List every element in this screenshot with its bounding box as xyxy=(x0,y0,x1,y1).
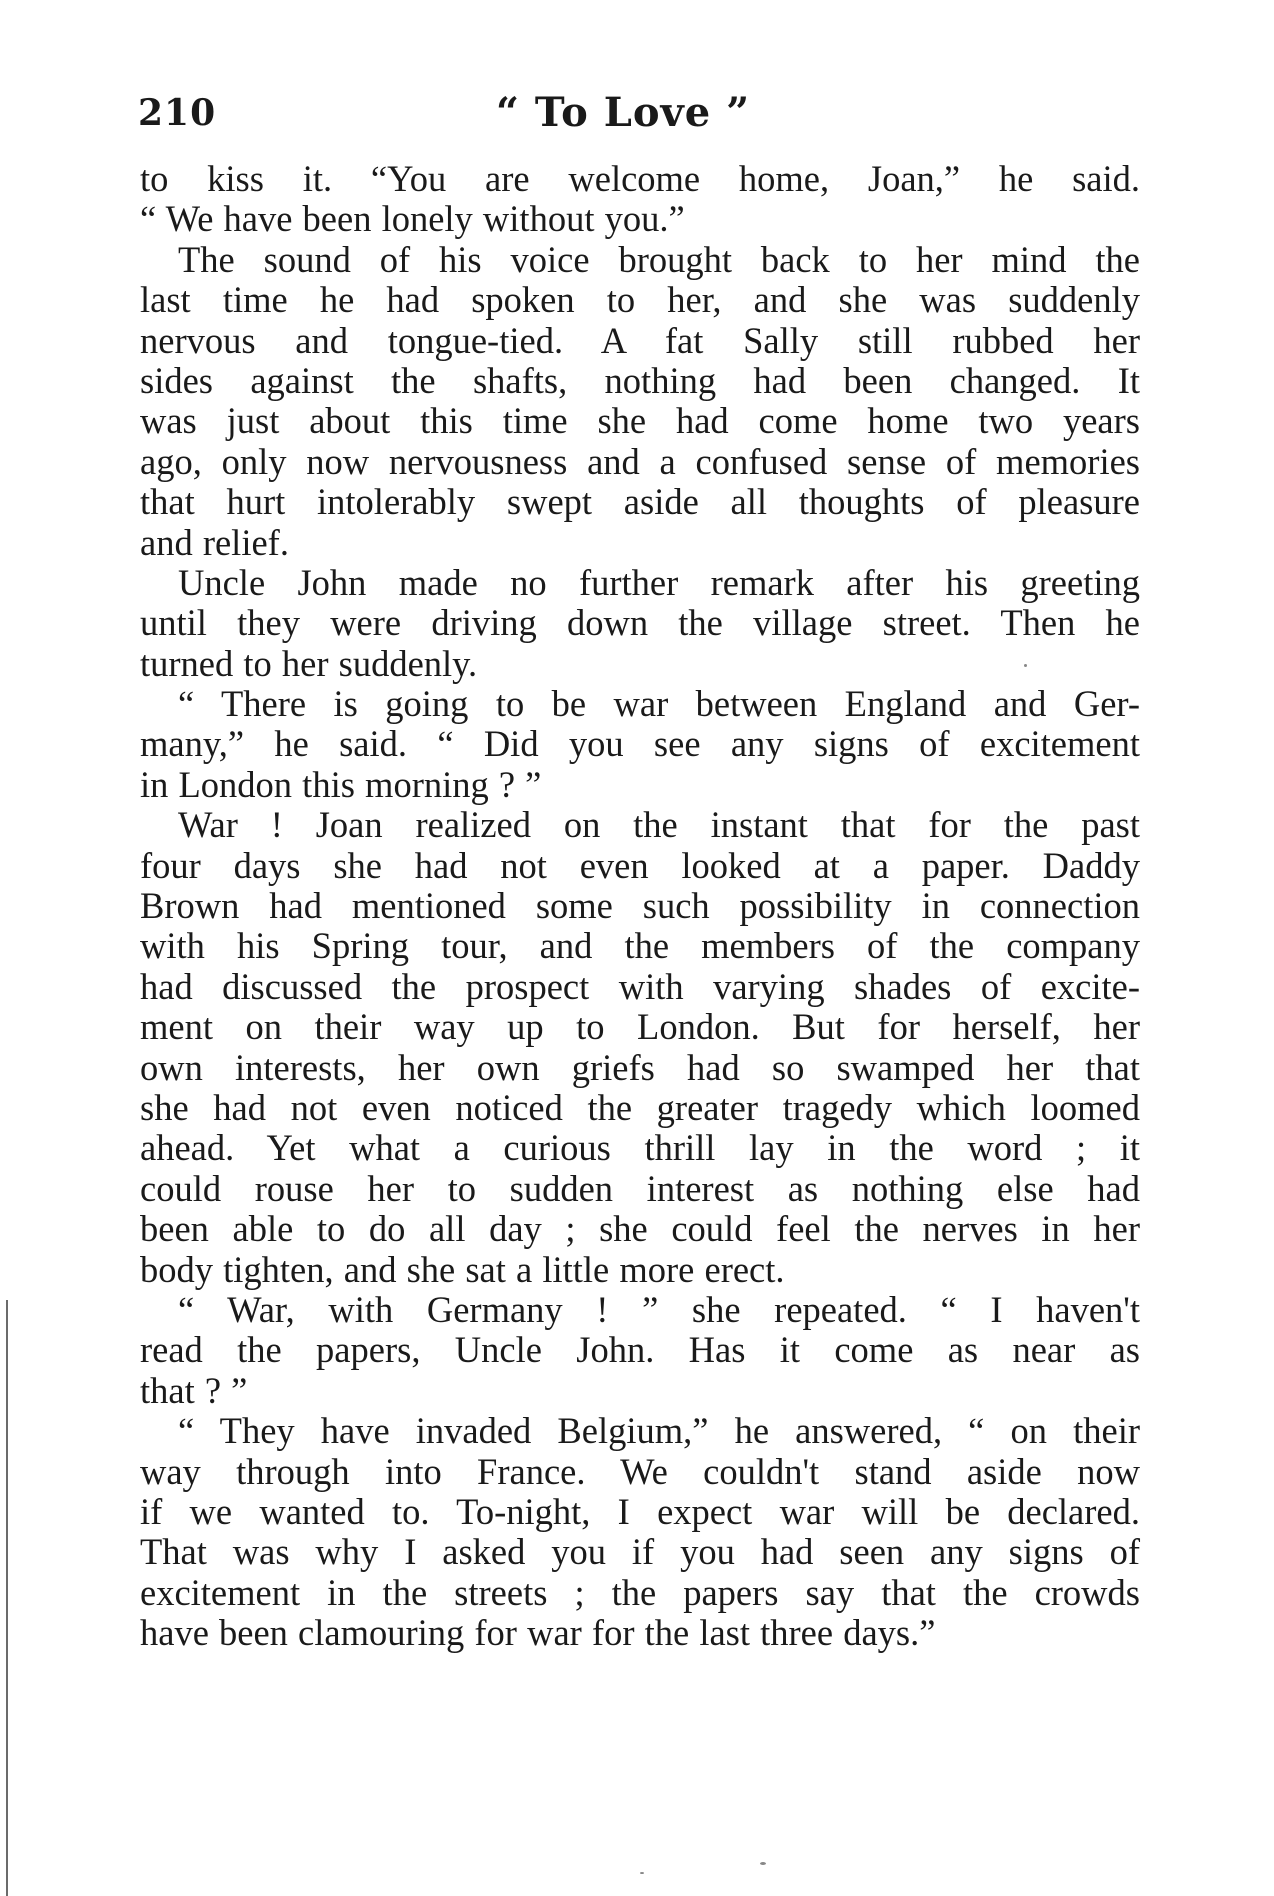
text-line: and relief. xyxy=(140,521,289,563)
text-line: body tighten, and she sat a little more erect. xyxy=(140,1248,785,1290)
text-line: turned to her suddenly. xyxy=(140,642,478,684)
text-line: nervous and tongue-tied. A fat Sally still rubbed her xyxy=(140,319,1140,361)
running-title: “ To Love ” xyxy=(496,89,751,136)
text-line: with his Spring tour, and the members of the company xyxy=(140,925,1140,967)
text-line: Uncle John made no further remark after his greeting xyxy=(178,561,1140,603)
text-line: excitement in the streets ; the papers say that the crowds xyxy=(140,1571,1140,1613)
text-line: until they were driving down the village street. Then he xyxy=(140,602,1140,644)
text-line: had discussed the prospect with varying shades of excite- xyxy=(140,965,1140,1007)
text-line: that ? ” xyxy=(140,1369,248,1411)
scan-speck xyxy=(1024,664,1027,667)
scan-speck xyxy=(760,1862,766,1865)
text-line: “ They have invaded Belgium,” he answered, “ on their xyxy=(178,1410,1140,1452)
text-line: have been clamouring for war for the last three days.” xyxy=(140,1612,936,1654)
text-line: many,” he said. “ Did you see any signs of excitement xyxy=(140,723,1140,765)
text-line: Brown had mentioned some such possibility in connection xyxy=(140,885,1140,927)
text-line: ago, only now nervousness and a confused sense of memories xyxy=(140,440,1140,482)
text-line: she had not even noticed the greater tragedy which loomed xyxy=(140,1086,1140,1128)
text-line: own interests, her own griefs had so swamped her that xyxy=(140,1046,1140,1088)
text-line: “ There is going to be war between England and Ger- xyxy=(178,683,1140,725)
body-text xyxy=(140,159,1140,1653)
text-line: last time he had spoken to her, and she was suddenly xyxy=(140,279,1140,321)
text-line: been able to do all day ; she could feel the nerves in her xyxy=(140,1208,1140,1250)
text-line: four days she had not even looked at a paper. Daddy xyxy=(140,844,1140,886)
text-line: in London this morning ? ” xyxy=(140,763,542,805)
page-number: 210 xyxy=(138,92,217,134)
text-line: read the papers, Uncle John. Has it come as near as xyxy=(140,1329,1140,1371)
text-line: was just about this time she had come home two years xyxy=(140,400,1140,442)
scan-speck xyxy=(640,1872,644,1874)
page-header xyxy=(138,88,1138,148)
text-line: “ We have been lonely without you.” xyxy=(140,198,685,240)
text-line: ment on their way up to London. But for herself, her xyxy=(140,1006,1140,1048)
text-line: if we wanted to. To-night, I expect war will be declared. xyxy=(140,1490,1140,1532)
text-line: that hurt intolerably swept aside all thoughts of pleasure xyxy=(140,481,1140,523)
text-line: ahead. Yet what a curious thrill lay in the word ; it xyxy=(140,1127,1140,1169)
text-line: to kiss it. “You are welcome home, Joan,” he said. xyxy=(140,158,1140,199)
text-line: way through into France. We couldn't stand aside now xyxy=(140,1450,1140,1492)
text-line: “ War, with Germany ! ” she repeated. “ I haven't xyxy=(178,1288,1140,1330)
text-line: could rouse her to sudden interest as nothing else had xyxy=(140,1167,1140,1209)
scan-edge-line xyxy=(6,1300,8,1896)
text-line: That was why I asked you if you had seen any signs of xyxy=(140,1531,1140,1573)
text-line: sides against the shafts, nothing had been changed. It xyxy=(140,359,1140,401)
text-line: The sound of his voice brought back to her mind the xyxy=(178,238,1140,280)
text-line: War ! Joan realized on the instant that for the past xyxy=(178,804,1140,846)
